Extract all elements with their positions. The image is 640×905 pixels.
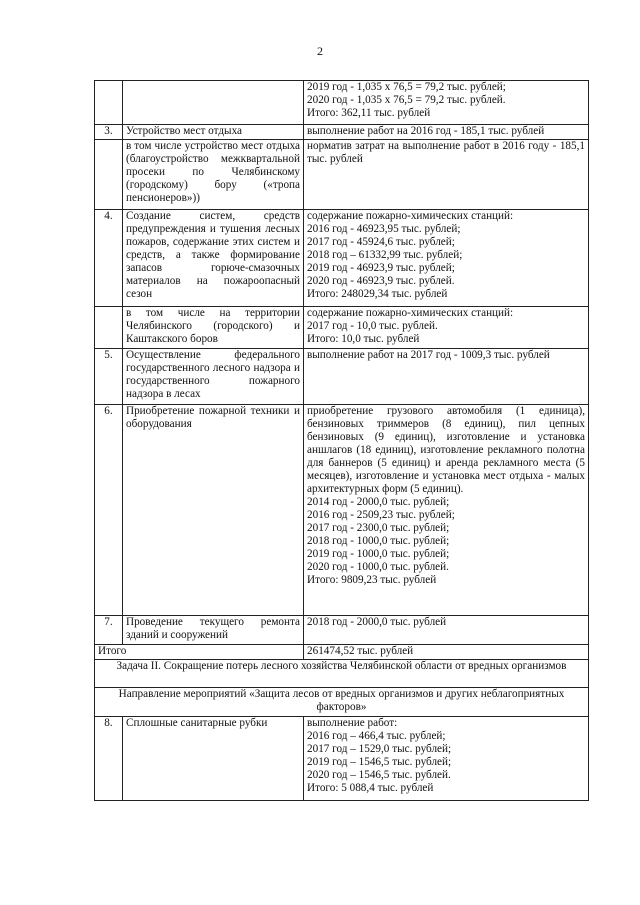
measure-value <box>304 125 589 140</box>
table-row <box>95 616 589 645</box>
value-line: 2019 год - 1000,0 тыс. рублей; <box>307 548 450 560</box>
measure-value <box>304 405 589 616</box>
value-line: 2017 год – 1529,0 тыс. рублей; <box>307 743 452 755</box>
measure-value <box>304 717 589 801</box>
value-line: 2019 год - 1,035 х 76,5 = 79,2 тыс. рублей; <box>307 81 506 93</box>
value-line: 2017 год - 45924,6 тыс. рублей; <box>307 236 455 248</box>
value-line: выполнение работ на 2016 год - 185,1 тыс. рублей <box>307 125 545 137</box>
measure-value <box>304 210 589 307</box>
value-line: 2019 год – 1546,5 тыс. рублей; <box>307 756 452 768</box>
measure-name: Приобретение пожарной техники и оборудования <box>123 405 304 616</box>
measure-value <box>304 81 589 125</box>
row-number: 5. <box>95 349 123 405</box>
measure-value <box>304 307 589 349</box>
measure-name: Устройство мест отдыха <box>123 125 304 140</box>
budget-table <box>94 80 589 801</box>
value-line: норматив затрат на выполнение работ в 2016 году - 185,1 тыс. рублей <box>307 140 585 165</box>
total-value: 261474,52 тыс. рублей <box>304 645 589 660</box>
measure-name: в том числе устройство мест отдыха (благоустройство межквартальной просеки по Челябинскому (городскому) бору («тропа пенсионеров»)) <box>123 140 304 210</box>
direction-row <box>95 688 589 717</box>
value-line: 2017 год - 10,0 тыс. рублей. <box>307 320 438 332</box>
value-line: 2018 год – 61332,99 тыс. рублей; <box>307 249 463 261</box>
row-number: 7. <box>95 616 123 645</box>
value-line: 2017 год - 2300,0 тыс. рублей; <box>307 522 450 534</box>
value-intro: приобретение грузового автомобиля (1 единица), бензиновых триммеров (8 единиц), пил цепных бензиновых (9 единиц), изготовление и установка аншлагов (18 единиц), изготовление рекламного полотна для баннеров (5 единиц) и аренда рекламного места (5 месяцев), изготовление и установка мест отдыха - малых архитектурных форм (5 единиц). <box>307 405 585 495</box>
row-number: 8. <box>95 717 123 801</box>
task-row <box>95 660 589 688</box>
row-number <box>95 81 123 125</box>
value-line: Итого: 5 088,4 тыс. рублей <box>307 782 434 794</box>
measure-name: Сплошные санитарные рубки <box>123 717 304 801</box>
value-line: 2020 год - 1000,0 тыс. рублей. <box>307 561 449 573</box>
row-number: 4. <box>95 210 123 307</box>
row-number: 6. <box>95 405 123 616</box>
measure-name: в том числе на территории Челябинского (городского) и Каштакского боров <box>123 307 304 349</box>
measure-name: Осуществление федерального государственного лесного надзора и государственного пожарного надзора в лесах <box>123 349 304 405</box>
task-heading: Задача II. Сокращение потерь лесного хозяйства Челябинской области от вредных организмов <box>95 660 589 688</box>
value-line: 2018 год - 1000,0 тыс. рублей; <box>307 535 450 547</box>
row-number <box>95 307 123 349</box>
table-row <box>95 140 589 210</box>
row-number: 3. <box>95 125 123 140</box>
value-line: 2019 год - 46923,9 тыс. рублей; <box>307 262 455 274</box>
measure-value <box>304 140 589 210</box>
value-line: 2014 год - 2000,0 тыс. рублей; <box>307 496 450 508</box>
value-line: 2020 год - 1,035 х 76,5 = 79,2 тыс. рублей. <box>307 94 506 106</box>
direction-heading: Направление мероприятий «Защита лесов от вредных организмов и других неблагоприятных факторов» <box>95 688 589 717</box>
value-line: выполнение работ на 2017 год - 1009,3 тыс. рублей <box>307 349 550 361</box>
table-row <box>95 405 589 616</box>
value-line: 2018 год - 2000,0 тыс. рублей <box>307 616 447 628</box>
row-number <box>95 140 123 210</box>
value-line: содержание пожарно-химических станций: <box>307 307 514 319</box>
table-row <box>95 81 589 125</box>
total-label: Итого <box>95 645 304 660</box>
measure-value <box>304 349 589 405</box>
value-line: 2016 год – 466,4 тыс. рублей; <box>307 730 446 742</box>
measure-name: Проведение текущего ремонта зданий и сооружений <box>123 616 304 645</box>
table-row <box>95 717 589 801</box>
value-line: содержание пожарно-химических станций: <box>307 210 514 222</box>
value-line: 2020 год – 1546,5 тыс. рублей. <box>307 769 451 781</box>
table-row <box>95 210 589 307</box>
value-line: Итого: 362,11 тыс. рублей <box>307 107 431 119</box>
value-line: Итого: 10,0 тыс. рублей <box>307 333 420 345</box>
value-line: Итого: 248029,34 тыс. рублей <box>307 288 448 300</box>
value-line: Итого: 9809,23 тыс. рублей <box>307 574 437 586</box>
total-row <box>95 645 589 660</box>
measure-name <box>123 81 304 125</box>
value-line: 2016 год - 46923,95 тыс. рублей; <box>307 223 461 235</box>
page-number: 2 <box>317 44 323 58</box>
table-row <box>95 307 589 349</box>
value-line: выполнение работ: <box>307 717 398 729</box>
measure-name: Создание систем, средств предупреждения и тушения лесных пожаров, содержание этих систем и средств, а также формирование запасов горюче-смазочных материалов на пожароопасный сезон <box>123 210 304 307</box>
table-row <box>95 125 589 140</box>
table-row <box>95 349 589 405</box>
value-line: 2020 год - 46923,9 тыс. рублей. <box>307 275 455 287</box>
measure-value <box>304 616 589 645</box>
value-line: 2016 год - 2509,23 тыс. рублей; <box>307 509 455 521</box>
